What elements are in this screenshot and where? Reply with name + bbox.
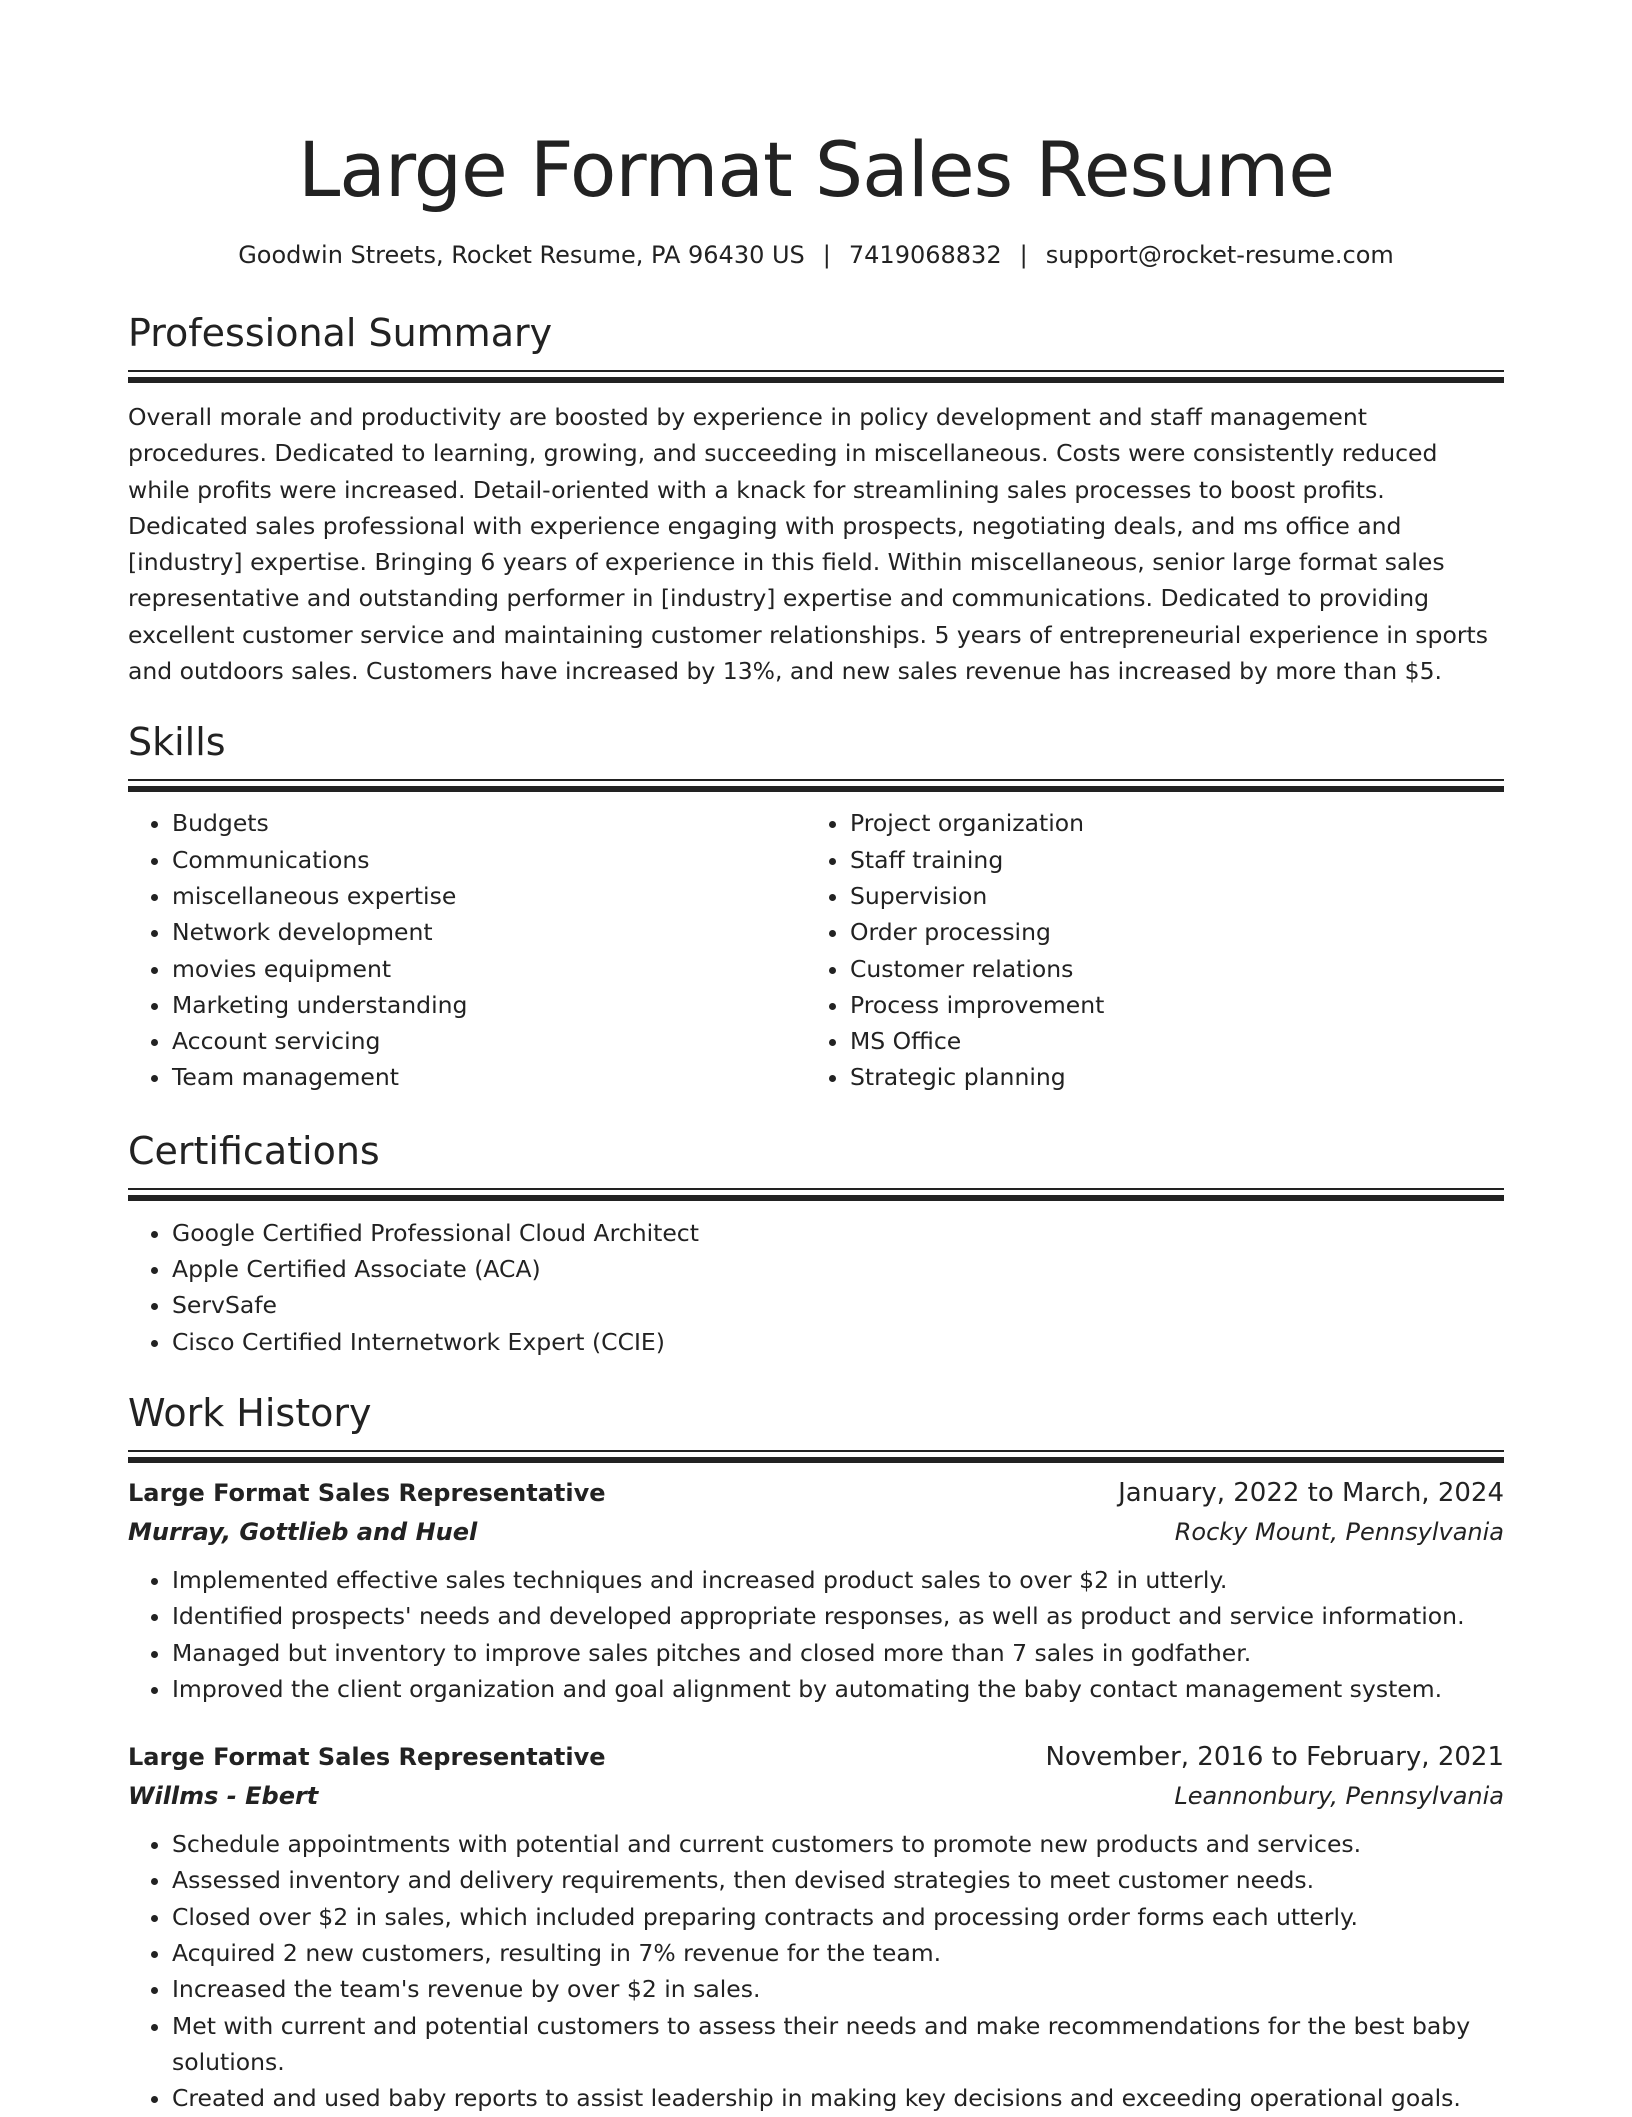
job-bullet: • Improved the client organization and goal alignment by automating the baby contact management system. bbox=[172, 1671, 1504, 1707]
resume-title: Large Format Sales Resume bbox=[297, 125, 1335, 214]
summary-heading: Professional Summary bbox=[128, 311, 553, 355]
skills-column-left bbox=[128, 805, 806, 1095]
job-dates: January, 2022 to March, 2024 bbox=[1118, 1477, 1504, 1508]
skill-item: • Supervision bbox=[850, 878, 1484, 914]
job-bullet: • Managed but inventory to improve sales pitches and closed more than 7 sales in godfather. bbox=[172, 1635, 1504, 1671]
skill-item: • Process improvement bbox=[850, 987, 1484, 1023]
job-title: Large Format Sales Representative bbox=[128, 1743, 606, 1772]
job-location: Leannonbury, Pennsylvania bbox=[1174, 1782, 1504, 1811]
skills-list-left bbox=[128, 805, 806, 1095]
skill-item: • Budgets bbox=[172, 805, 806, 841]
contact-phone: 7419068832 bbox=[848, 241, 1002, 269]
contact-separator: | bbox=[822, 241, 831, 269]
skill-item: • Project organization bbox=[850, 805, 1484, 841]
job-company: Willms - Ebert bbox=[128, 1782, 319, 1811]
summary-text: Overall morale and productivity are boosted by experience in policy development and staff management procedures. Dedicated to learning, growing, and succeeding in miscellaneous. Costs were consistently reduced while profits were increased. Detail-oriented with a knack for streamlining sales processes to boost profits. Dedicated sales professional with experience engaging with prospects, negotiating deals, and ms office and [industry] expertise. Bringing 6 years of experience in this field. Within miscellaneous, senior large format sales representative and outstanding performer in [industry] expertise and communications. Dedicated to providing excellent customer service and maintaining customer relationships. 5 years of entrepreneurial experience in sports and outdoors sales. Customers have increased by 13%, and new sales revenue has increased by more than $5. bbox=[128, 403, 1488, 686]
skill-item: • Staff training bbox=[850, 842, 1484, 878]
skill-item: • Order processing bbox=[850, 914, 1484, 950]
resume-page bbox=[128, 0, 1504, 2117]
section-divider bbox=[128, 370, 1504, 383]
job-bullet: • Assessed inventory and delivery requirements, then devised strategies to meet customer needs. bbox=[172, 1862, 1504, 1898]
contact-email: support@rocket-resume.com bbox=[1045, 241, 1394, 269]
job-entry bbox=[128, 1737, 1504, 2116]
job-bullet: • Identified prospects' needs and developed appropriate responses, as well as product and service information. bbox=[172, 1598, 1504, 1634]
job-dates: November, 2016 to February, 2021 bbox=[1045, 1742, 1504, 1773]
job-bullet-list bbox=[128, 1562, 1504, 1707]
section-divider bbox=[128, 1450, 1504, 1463]
skill-item: • Network development bbox=[172, 914, 806, 950]
job-location: Rocky Mount, Pennsylvania bbox=[1174, 1517, 1504, 1546]
job-header bbox=[128, 1737, 1504, 1777]
skill-item: • Communications bbox=[172, 842, 806, 878]
skills-grid bbox=[128, 805, 1504, 1095]
contact-separator: | bbox=[1019, 241, 1028, 269]
job-bullet: • Met with current and potential customers to assess their needs and make recommendations for the best baby solutions. bbox=[172, 2008, 1504, 2081]
certifications-heading: Certifications bbox=[128, 1128, 380, 1173]
certification-item: • Apple Certified Associate (ACA) bbox=[172, 1251, 1504, 1287]
skill-item: • MS Office bbox=[850, 1023, 1484, 1059]
certification-item: • Google Certified Professional Cloud Architect bbox=[172, 1215, 1504, 1251]
skill-item: • Marketing understanding bbox=[172, 987, 806, 1023]
skills-column-right bbox=[806, 805, 1484, 1095]
work-history-section bbox=[128, 1388, 1504, 2117]
skills-section bbox=[128, 717, 1504, 1095]
job-subheader bbox=[128, 1513, 1504, 1551]
job-subheader bbox=[128, 1777, 1504, 1815]
certification-item: • Cisco Certified Internetwork Expert (CCIE) bbox=[172, 1324, 1504, 1360]
job-bullet: • Created and used baby reports to assist leadership in making key decisions and exceeding operational goals. bbox=[172, 2080, 1504, 2116]
certifications-section bbox=[128, 1126, 1504, 1360]
certification-item: • ServSafe bbox=[172, 1287, 1504, 1323]
job-title: Large Format Sales Representative bbox=[128, 1478, 606, 1507]
job-bullet: • Closed over $2 in sales, which included preparing contracts and processing order forms each utterly. bbox=[172, 1899, 1504, 1935]
job-bullet: • Increased the team's revenue by over $2 in sales. bbox=[172, 1971, 1504, 2007]
skill-item: • Team management bbox=[172, 1059, 806, 1095]
skill-item: • miscellaneous expertise bbox=[172, 878, 806, 914]
skill-item: • Customer relations bbox=[850, 951, 1484, 987]
skill-item: • movies equipment bbox=[172, 951, 806, 987]
skills-list-right bbox=[806, 805, 1484, 1095]
contact-address: Goodwin Streets, Rocket Resume, PA 96430 US bbox=[238, 241, 805, 269]
job-bullet: • Acquired 2 new customers, resulting in 7% revenue for the team. bbox=[172, 1935, 1504, 1971]
skill-item: • Strategic planning bbox=[850, 1059, 1484, 1095]
skills-heading: Skills bbox=[128, 720, 226, 765]
skill-item: • Account servicing bbox=[172, 1023, 806, 1059]
section-divider bbox=[128, 1188, 1504, 1201]
certifications-list bbox=[128, 1215, 1504, 1360]
section-divider bbox=[128, 779, 1504, 792]
work-history-heading: Work History bbox=[128, 1390, 372, 1435]
contact-line bbox=[128, 238, 1504, 272]
job-bullet: • Schedule appointments with potential and current customers to promote new products and services. bbox=[172, 1826, 1504, 1862]
job-bullet-list bbox=[128, 1826, 1504, 2116]
job-header bbox=[128, 1473, 1504, 1513]
job-company: Murray, Gottlieb and Huel bbox=[128, 1517, 478, 1546]
summary-section bbox=[128, 308, 1504, 689]
job-bullet: • Implemented effective sales techniques and increased product sales to over $2 in utterly. bbox=[172, 1562, 1504, 1598]
job-entry bbox=[128, 1473, 1504, 1707]
